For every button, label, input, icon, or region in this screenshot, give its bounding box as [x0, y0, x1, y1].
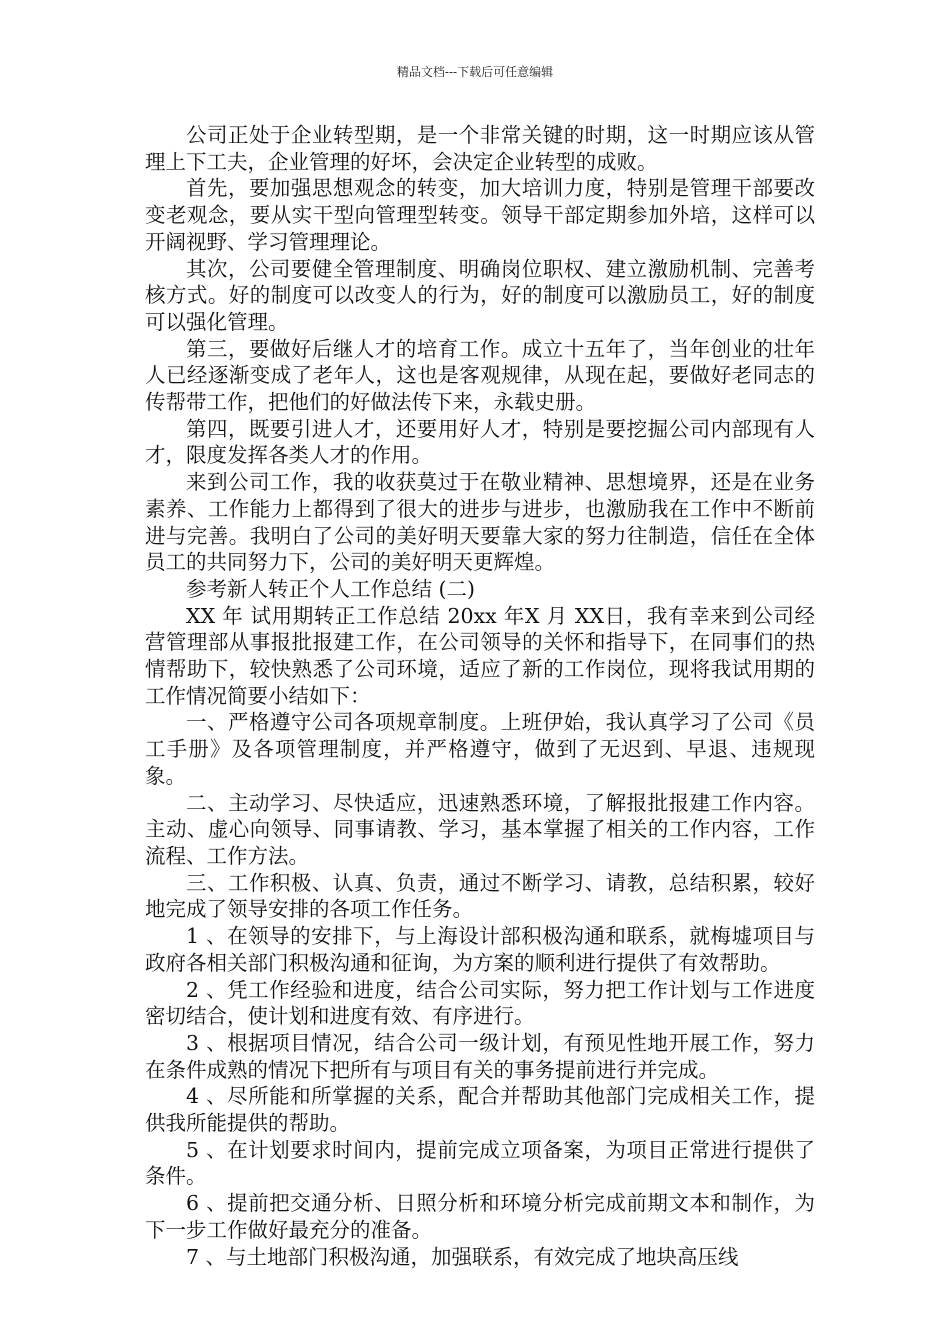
paragraph: 第四，既要引进人才，还要用好人才，特别是要挖掘公司内部现有人才，限度发挥各类人才的作用。: [145, 416, 815, 468]
section-heading: 参考新人转正个人工作总结 (二): [186, 576, 476, 601]
list-item: 3 、根据项目情况，结合公司一级计划，有预见性地开展工作，努力在条件成熟的情况下把所有与项目有关的事务提前进行并完成。: [145, 1030, 815, 1082]
paragraph: 首先，要加强思想观念的转变，加大培训力度，特别是管理干部要改变老观念，要从实干型向管理型转变。领导干部定期参加外培，这样可以开阔视野、学习管理理论。: [145, 176, 815, 254]
paragraph: 第三，要做好后继人才的培育工作。成立十五年了，当年创业的壮年人已经逐渐变成了老年人，这也是客观规律，从现在起，要做好老同志的传帮带工作，把他们的好做法传下来，永载史册。: [145, 336, 815, 415]
list-item: 7 、与土地部门积极沟通，加强联系，有效完成了地块高压线: [186, 1244, 739, 1269]
list-item: 5 、在计划要求时间内，提前完成立项备案，为项目正常进行提供了条件。: [145, 1137, 815, 1189]
paragraph: 公司正处于企业转型期，是一个非常关键的时期，这一时期应该从管理上下工夫，企业管理的好坏，会决定企业转型的成败。: [145, 123, 815, 174]
paragraph: 其次，公司要健全管理制度、明确岗位职权、建立激励机制、完善考核方式。好的制度可以改变人的行为，好的制度可以激励员工，好的制度可以强化管理。: [145, 256, 815, 334]
paragraph: 来到公司工作，我的收获莫过于在敬业精神、思想境界，还是在业务素养、工作能力上都得到了很大的进步与进步，也激励我在工作中不断前进与完善。我明白了公司的美好明天要靠大家的努力往制造，信任在全体员工的共同努力下，公司的美好明天更辉煌。: [145, 470, 815, 575]
paragraph: XX 年 试用期转正工作总结 20xx 年X 月 XX日，我有幸来到公司经营管理部从事报批报建工作，在公司领导的关怀和指导下，在同事们的热情帮助下，较快熟悉了公司环境，适应了新的工作岗位，现将我试用期的工作情况简要小结如下：: [145, 603, 815, 708]
list-item: 4 、尽所能和所掌握的关系，配合并帮助其他部门完成相关工作，提供我所能提供的帮助。: [145, 1084, 815, 1136]
document-body: [145, 122, 815, 1270]
paragraph: 二、主动学习、尽快适应，迅速熟悉环境，了解报批报建工作内容。主动、虚心向领导、同事请教、学习，基本掌握了相关的工作内容，工作流程、工作方法。: [145, 790, 815, 868]
list-item: 2 、凭工作经验和进度，结合公司实际，努力把工作计划与工作进度密切结合，使计划和进度有效、有序进行。: [145, 977, 815, 1029]
list-item: 6 、提前把交通分析、日照分析和环境分析完成前期文本和制作，为下一步工作做好最充分的准备。: [145, 1191, 815, 1242]
page-header: 精品文档---下载后可任意编辑: [396, 65, 554, 79]
paragraph: 一、严格遵守公司各项规章制度。上班伊始，我认真学习了公司《员工手册》及各项管理制度，并严格遵守，做到了无迟到、早退、违规现象。: [145, 710, 815, 788]
list-item: 1 、在领导的安排下，与上海设计部积极沟通和联系，就梅墟项目与政府各相关部门积极沟通和征询，为方案的顺利进行提供了有效帮助。: [145, 924, 815, 975]
paragraph: 三、工作积极、认真、负责，通过不断学习、请教，总结积累，较好地完成了领导安排的各项工作任务。: [145, 870, 815, 922]
